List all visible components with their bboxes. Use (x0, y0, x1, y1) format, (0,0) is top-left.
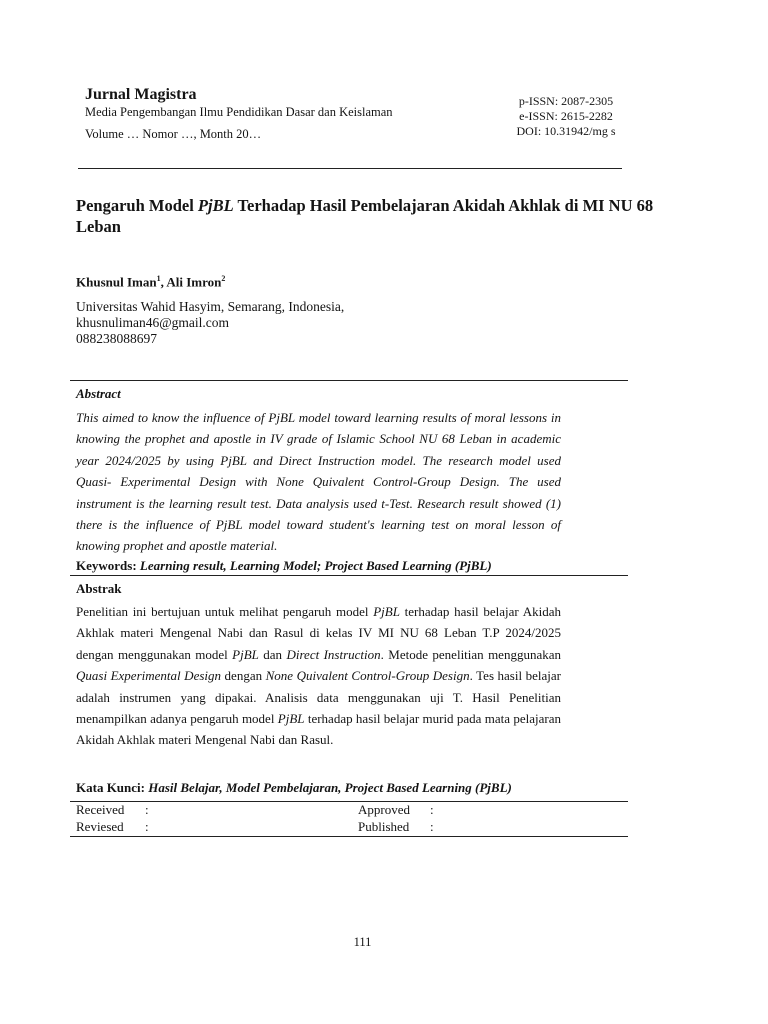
paper-title (76, 195, 696, 237)
journal-subtitle: Media Pengembangan Ilmu Pendidikan Dasar dan Keislaman (85, 105, 393, 119)
abstract-bottom-rule (70, 575, 628, 576)
author-2-affil-mark: 2 (221, 274, 226, 283)
author-1: Khusnul Iman (76, 274, 157, 290)
affiliation: Universitas Wahid Hasyim, Semarang, Indonesia, (76, 299, 345, 314)
email: khusnuliman46@gmail.com (76, 315, 230, 330)
title-italic: PjBL (197, 196, 234, 215)
published-label: Published (358, 819, 410, 834)
author-2: Ali Imron (166, 274, 222, 290)
page-number: 111 (353, 935, 372, 949)
e-issn: e-ISSN: 2615-2282 (519, 109, 613, 123)
p-issn: p-ISSN: 2087-2305 (518, 94, 614, 108)
title-part2: Terhadap Hasil Pembelajaran Akidah Akhlak di MI NU 68 Leban (76, 196, 654, 236)
author-1-affil-mark: 1 (156, 274, 161, 283)
journal-volume: Volume … Nomor …, Month 20… (85, 127, 262, 141)
dates-top-rule (70, 801, 628, 802)
reviesed-colon: : (145, 819, 149, 834)
abstract-text: This aimed to know the influence of PjBL model toward learning results of moral lessons in knowing the prophet and apostle in IV grade of Islamic School NU 68 Leban in academic year 2024/2025 by using PjBL and Direct Instruction model. The research model used Quasi- Experimental Design with None Quivalent Control-Group Design. The used instrument is the learning result test. Data analysis used t-Test. Research result showed (1) there is the influence of PjBL model toward student's learning test on moral lesson of knowing prophet and apostle material. (76, 410, 561, 554)
approved-label: Approved (358, 802, 410, 817)
keywords (76, 558, 492, 574)
phone: 088238088697 (76, 331, 157, 346)
issn-block (500, 94, 632, 139)
title-part1: Pengaruh Model (76, 196, 198, 215)
affiliation-block (76, 299, 344, 347)
keywords-label: Keywords: (76, 558, 140, 573)
received-colon: : (145, 802, 149, 817)
kata-kunci-value: Hasil Belajar, Model Pembelajaran, Project Based Learning (PjBL) (148, 780, 512, 795)
approved-colon: : (430, 802, 434, 817)
kata-kunci-label: Kata Kunci: (76, 780, 149, 795)
keywords-value: Learning result, Learning Model; Project Based Learning (PjBL) (139, 558, 492, 573)
reviesed-label: Reviesed (76, 819, 124, 834)
kata-kunci (76, 780, 512, 796)
journal-title: Jurnal Magistra (85, 86, 197, 103)
abstrak-text: Penelitian ini bertujuan untuk melihat pengaruh model PjBL terhadap hasil belajar Akidah Akhlak materi Mengenal Nabi dan Rasul di kelas IV MI NU 68 Leban T.P 2024/2025 dengan menggunakan model PjBL dan Direct Instruction. Metode penelitian menggunakan Quasi Experimental Design dengan None Quivalent Control-Group Design. Tes hasil belajar adalah instrumen yang dipakai. Analisis data menggunakan uji T. Hasil Penelitian menampilkan adanya pengaruh model PjBL terhadap hasil belajar murid pada mata pelajaran Akidah Akhlak materi Mengenal Nabi dan Rasul. (76, 604, 561, 748)
published-colon: : (430, 819, 434, 834)
received-label: Received (76, 802, 125, 817)
abstrak-heading: Abstrak (76, 581, 122, 596)
abstract-top-rule (70, 380, 628, 381)
dates-bottom-rule (70, 836, 628, 837)
abstract-heading: Abstract (76, 386, 121, 401)
header-divider (78, 168, 622, 169)
authors (76, 274, 225, 290)
author-separator: , (160, 274, 167, 290)
doi: DOI: 10.31942/mg s (516, 124, 616, 138)
